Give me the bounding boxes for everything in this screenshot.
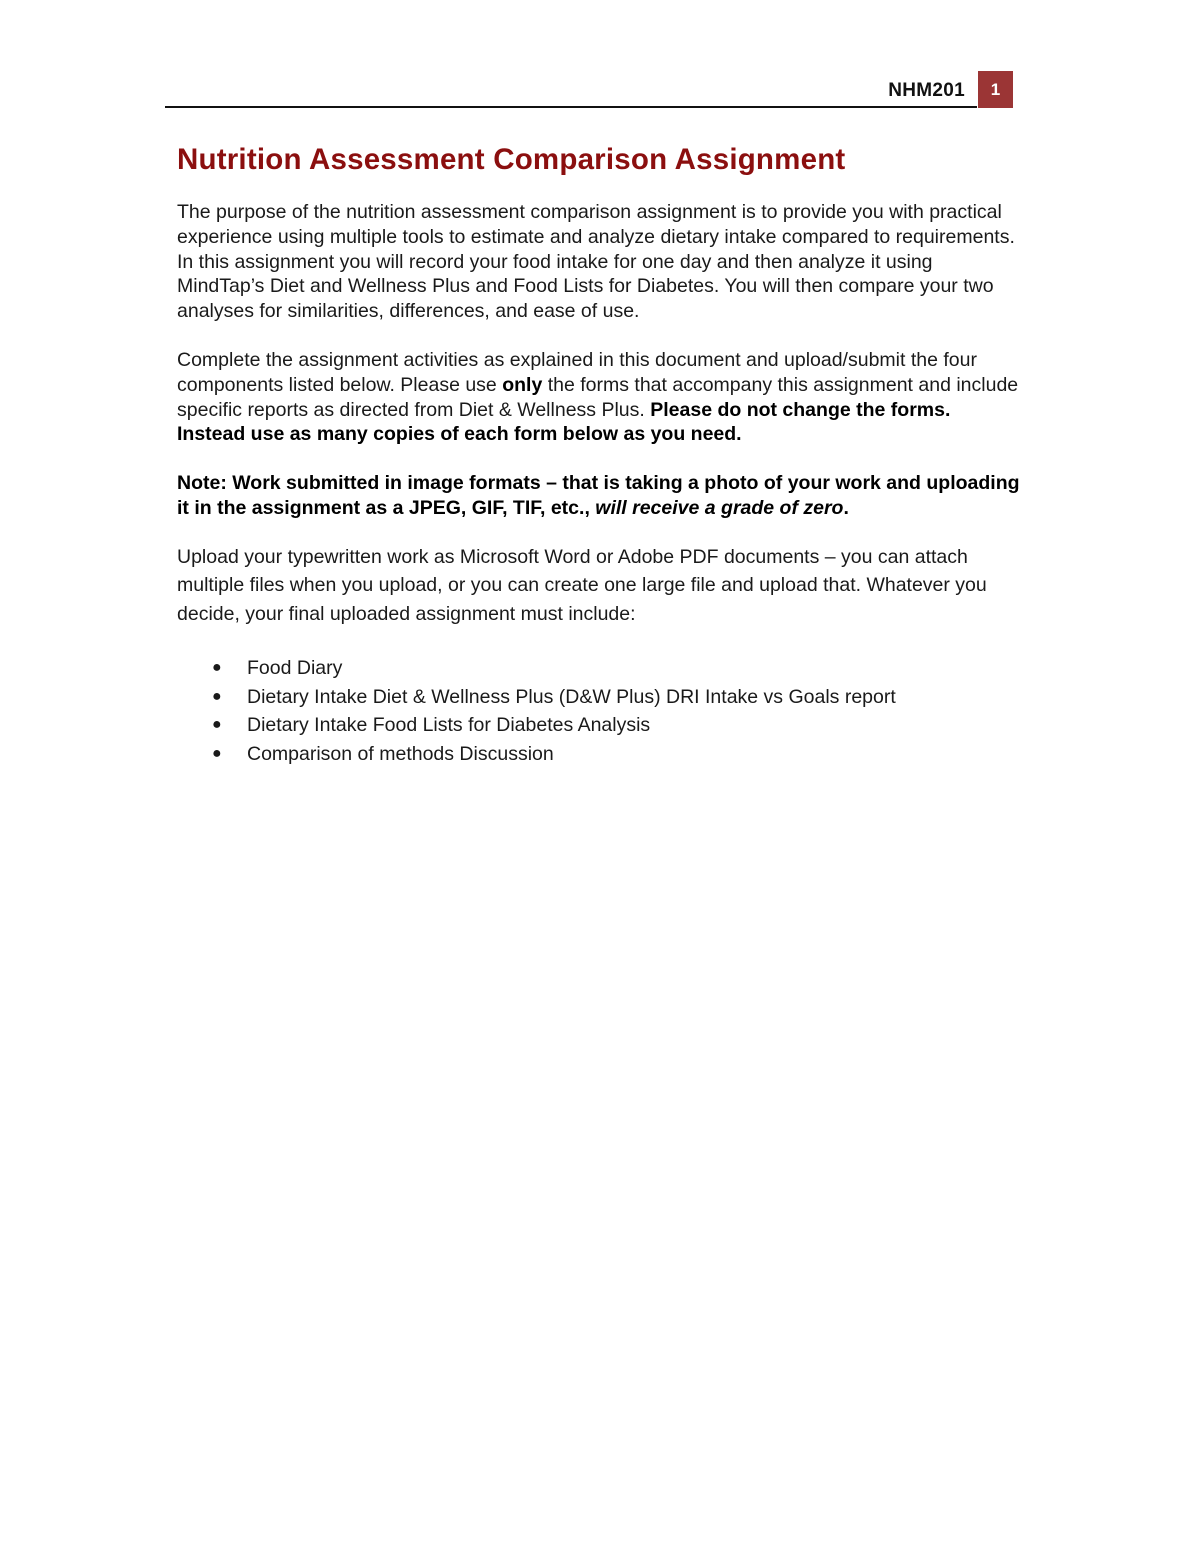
list-item-text: Dietary Intake Diet & Wellness Plus (D&W Plus) DRI Intake vs Goals report [247,685,896,708]
instructions-bold-warning: Please do not change the forms. Instead use as many copies of each form below as you need. [177,398,951,446]
instructions-text-2: the forms that accompany this assignment and include specific reports as directed from Diet & Wellness Plus. [177,373,1019,421]
document-body [177,140,1022,768]
list-item [177,711,1022,740]
note-italic-text: will receive a grade of zero [595,496,844,519]
upload-paragraph: Upload your typewritten work as Microsoft Word or Adobe PDF documents – you can attach multiple files when you upload, or you can create one large file and upload that. Whatever you decide, your final uploaded assignment must include: [177,545,987,625]
note-end: . [843,496,849,519]
list-item [177,654,1022,683]
purpose-paragraph: The purpose of the nutrition assessment comparison assignment is to provide you with practical experience using multiple tools to estimate and analyze dietary intake compared to requirements. In this assignment you will record your food intake for one day and then analyze it using MindTap’s Diet and Wellness Plus and Food Lists for Diabetes. You will then compare your two analyses for similarities, differences, and ease of use. [177,201,1015,323]
bullet-icon: ● [212,687,222,705]
instructions-bold-only: only [502,373,543,396]
note-paragraph [177,471,1022,521]
header-divider [165,106,977,108]
page-number-badge: 1 [978,71,1013,108]
list-item [177,683,1022,712]
requirements-list [177,654,1022,768]
list-item-text: Food Diary [247,657,343,680]
bullet-icon: ● [212,659,222,677]
list-item-text: Dietary Intake Food Lists for Diabetes Analysis [247,714,651,737]
bullet-icon: ● [212,716,222,734]
document-title: Nutrition Assessment Comparison Assignment [177,143,846,176]
page-header [165,70,1015,110]
bullet-icon: ● [212,744,222,762]
list-item-text: Comparison of methods Discussion [247,742,554,765]
instructions-paragraph [177,348,1022,447]
instructions-text-1: Complete the assignment activities as explained in this document and upload/submit the four components listed below. Please use [177,348,977,396]
course-code: NHM201 [888,80,965,101]
list-item [177,740,1022,769]
note-bold-text: Note: Work submitted in image formats – that is taking a photo of your work and uploading it in the assignment as a JPEG, GIF, TIF, etc., [177,472,1020,519]
